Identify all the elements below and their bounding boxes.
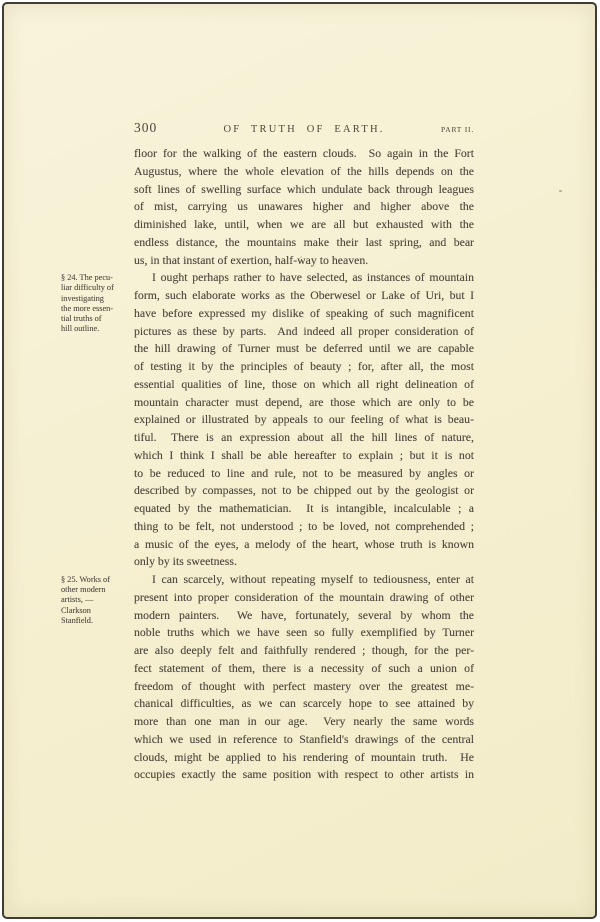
text-line: form, such elaborate works as the Oberwesel or Lake of Uri, but I [134, 288, 474, 302]
page-number: 300 [134, 120, 158, 135]
text-line: of mist, carrying us unawares higher and higher above the [134, 199, 474, 214]
paper-speck [559, 190, 562, 192]
margin-note-line: Stanfield. [61, 615, 94, 625]
text-line: essential qualities of line, those on which all right delineation of [134, 376, 474, 391]
text-line: Augustus, where the whole elevation of the hills depends on the [134, 163, 474, 178]
book-page [2, 2, 597, 919]
paragraph [61, 269, 474, 571]
margin-note [61, 273, 129, 334]
text-line: the hill drawing of Turner must be deferred until we are capable [134, 341, 474, 356]
text-line: noble truths which we have seen so fully exemplified by Turner [134, 625, 474, 640]
text-line: chanical difficulties, as we can scarcely hope to see attained by [134, 696, 474, 711]
text-line: only by its sweetness. [134, 554, 237, 569]
margin-note-line: the more essen- [61, 303, 114, 313]
margin-note-line: § 25. Works of [61, 575, 110, 584]
text-line: clouds, might be applied to his rendering of mountain truth. He [134, 749, 474, 764]
text-line: more than one man in our age. Very nearly the same words [134, 714, 474, 728]
text-line: fect statement of them, there is a necessity of such a union of [134, 660, 474, 675]
margin-note-line: hill outline. [61, 324, 100, 334]
text-line: equated by the mathematician. It is intangible, incalculable ; a [134, 501, 474, 515]
paragraph [61, 571, 474, 784]
page-header [134, 120, 474, 136]
paragraph [134, 145, 474, 269]
running-title: OF TRUTH OF EARTH. [223, 124, 385, 135]
text-line: floor for the walking of the eastern clouds. So again in the Fort [134, 146, 474, 160]
paper-speck [300, 256, 302, 258]
text-line: thing to be felt, not understood ; to be loved, not comprehended ; [134, 518, 474, 533]
text-line: endless distance, the mountains make their last spring, and bear [134, 234, 474, 249]
text-line: I ought perhaps rather to have selected, as instances of mountain [152, 270, 474, 285]
text-line: present into proper consideration of the mountain drawing of other [134, 589, 474, 604]
text-line: to be reduced to line and rule, not to be measured by angles or [134, 465, 474, 480]
text-line: tiful. There is an expression about all the hill lines of nature, [134, 430, 474, 444]
text-line: pictures as these by parts. And indeed all proper consideration of [134, 323, 474, 338]
text-line: a music of the eyes, a melody of the heart, whose truth is known [134, 536, 474, 551]
margin-note [61, 575, 129, 626]
text-line: which we used in reference to Stanfield's drawings of the central [134, 731, 474, 746]
text-line: modern painters. We have, fortunately, several by whom the [134, 607, 474, 622]
margin-note-line: § 24. The pecu- [61, 273, 113, 283]
part-label: PART II. [440, 125, 474, 134]
text-line: which I think I shall be able hereafter to explain ; but it is not [134, 447, 474, 462]
margin-note-line: tial truths of [61, 314, 102, 324]
margin-note-line: investigating [61, 293, 104, 303]
margin-note-line: Clarkson [61, 605, 91, 615]
text-line: occupies exactly the same position with respect to other artists in [134, 767, 474, 782]
text-line: explained or illustrated by appeals to our feeling of what is beau- [134, 412, 474, 427]
text-line: I can scarcely, without repeating myself to tediousness, enter at [152, 572, 474, 586]
text-line: soft lines of swelling surface which undulate back through leagues [134, 181, 474, 196]
text-line: us, in that instant of exertion, half-way to heaven. [134, 252, 369, 267]
text-line: described by compasses, not to be chipped out by the geologist or [134, 483, 474, 498]
text-line: diminished lake, until, when we are all but exhausted with the [134, 217, 474, 231]
page-body [61, 145, 474, 784]
margin-note-line: liar difficulty of [61, 283, 114, 293]
text-line: have before expressed my dislike of speaking of such magnificent [134, 305, 474, 320]
margin-note-line: artists, — [61, 595, 94, 605]
margin-note-line: other modern [61, 585, 106, 595]
text-line: mountain character must depend, are those which are only to be [134, 394, 474, 409]
text-line: of testing it by the principles of beauty ; for, after all, the most [134, 359, 474, 373]
text-line: freedom of thought with perfect mastery over the greatest me- [134, 678, 474, 693]
text-line: are also deeply felt and faithfully rendered ; though, for the per- [134, 643, 474, 657]
